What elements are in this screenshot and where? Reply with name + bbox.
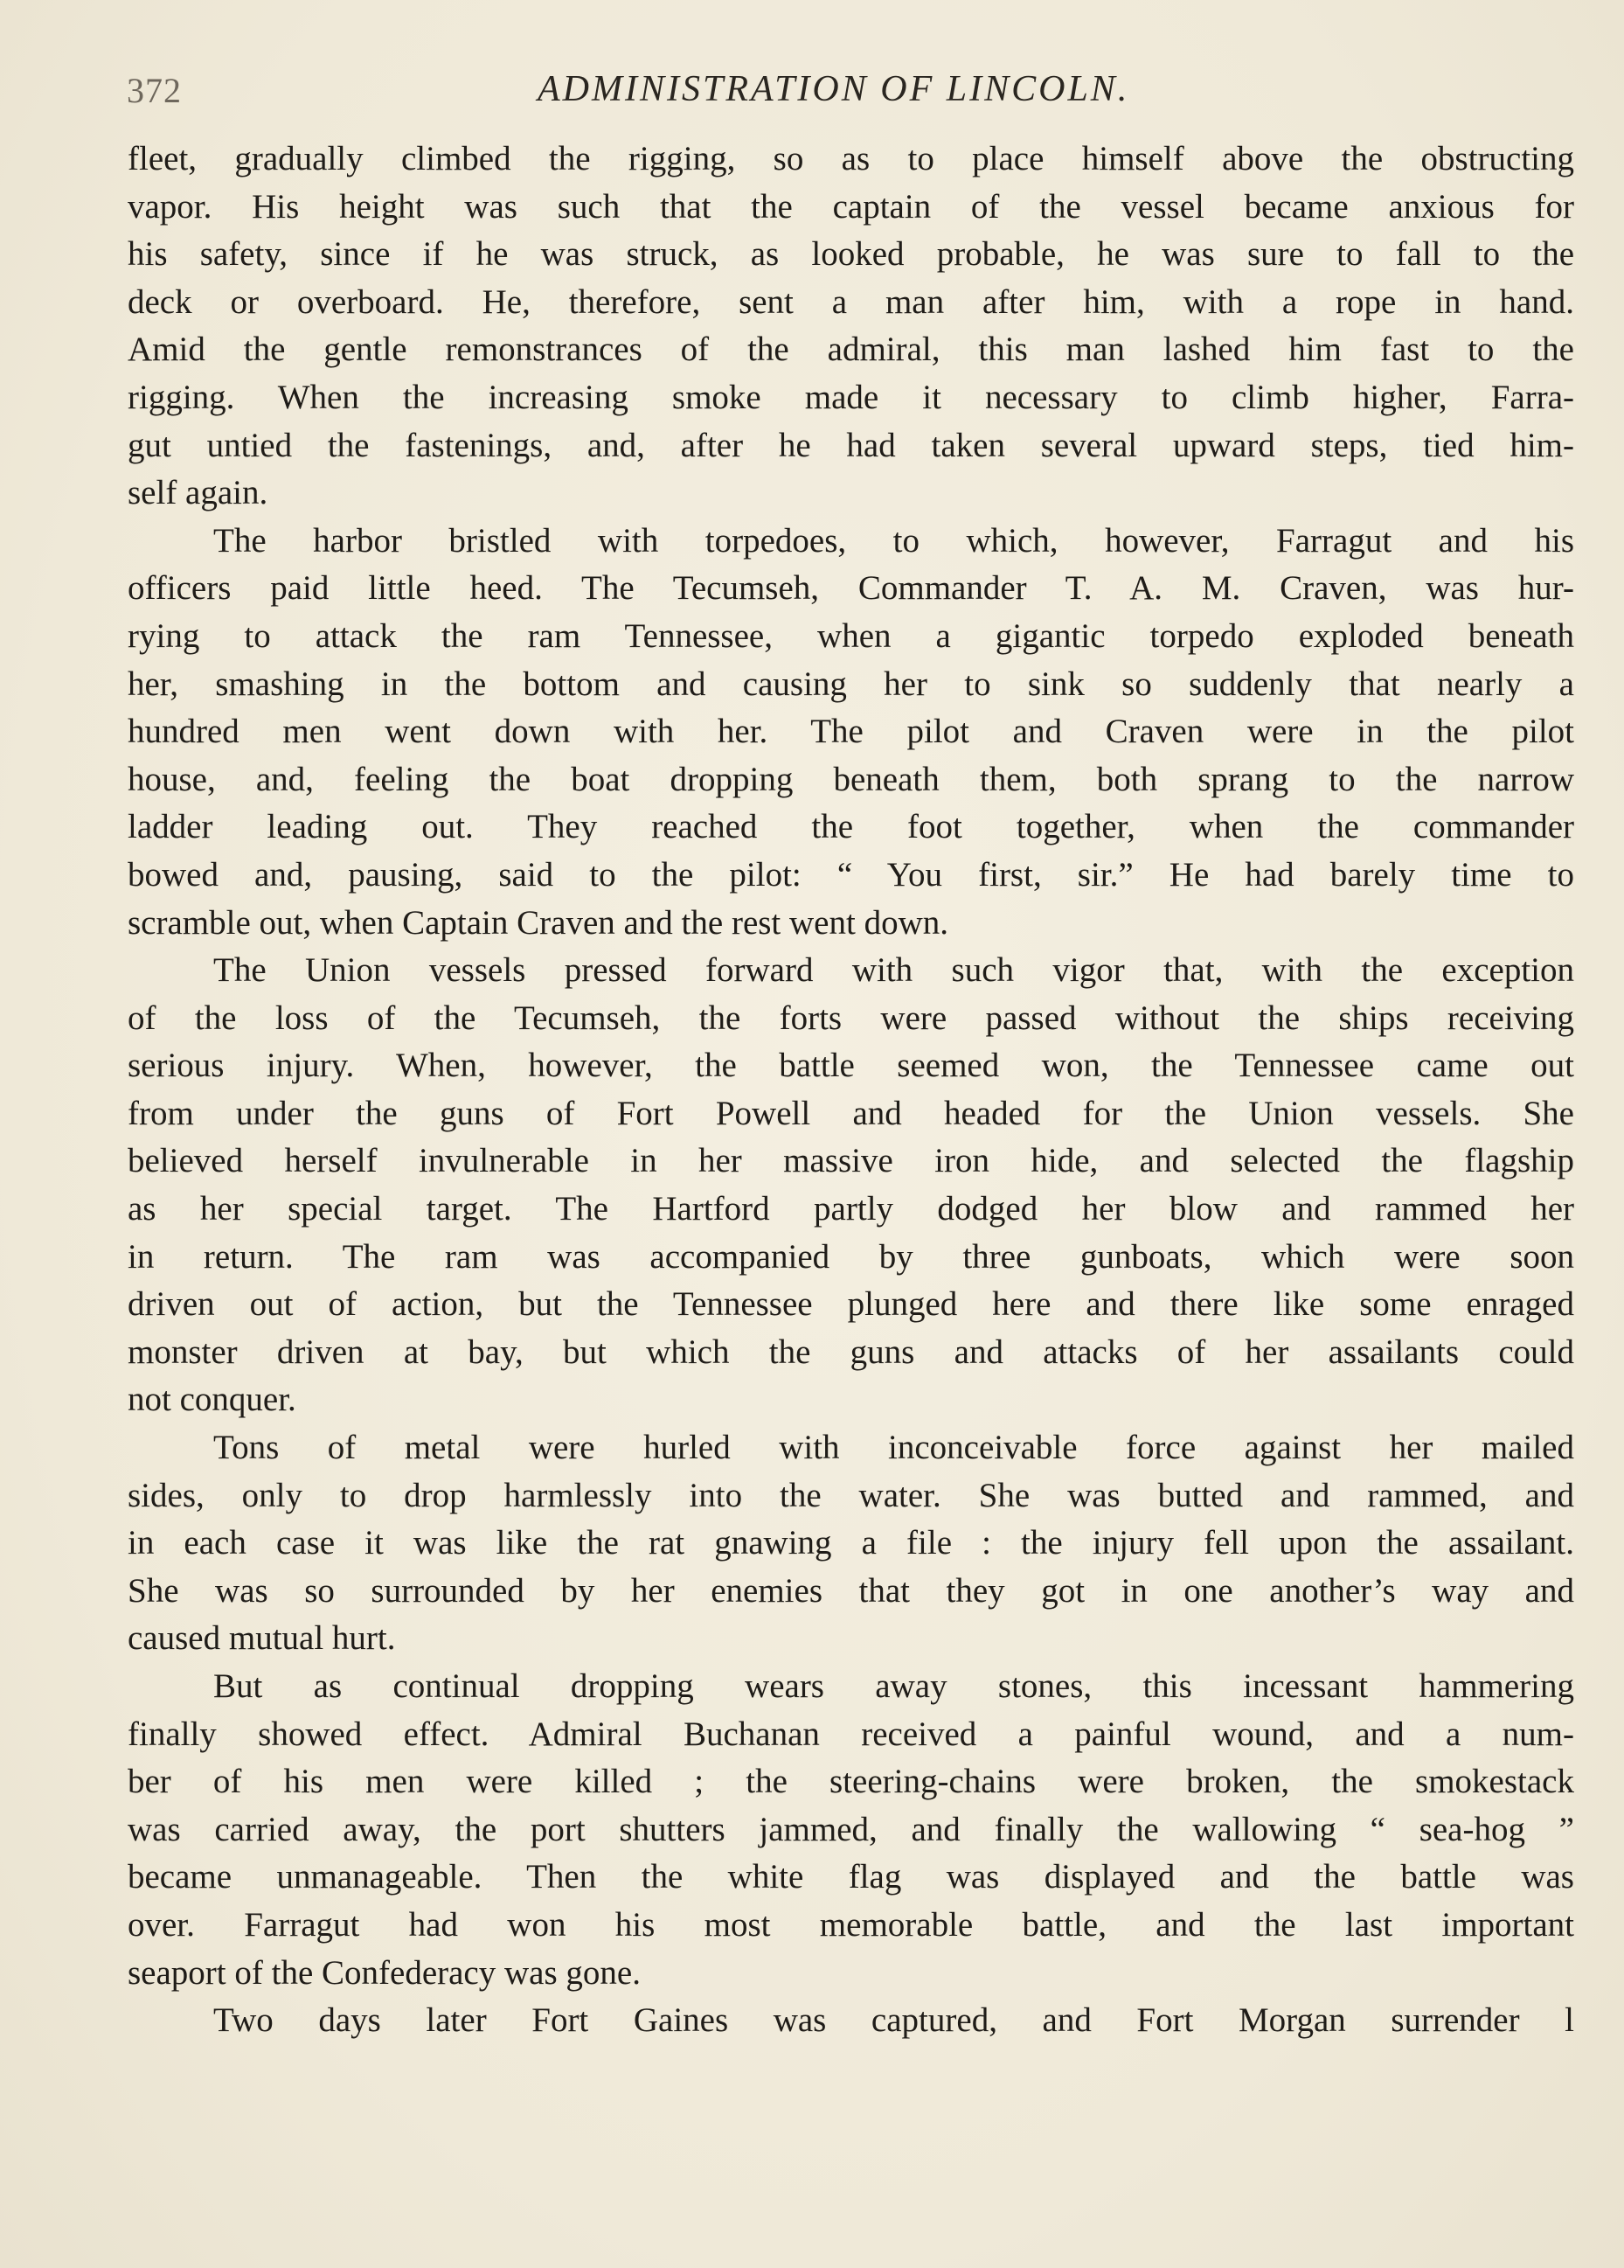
text-line: gut untied the fastenings, and, after he had taken several upward steps, tied him- bbox=[128, 426, 1574, 464]
text-line: self again. bbox=[128, 474, 268, 512]
text-line: vapor. His height was such that the captain of the vessel became anxious for bbox=[128, 187, 1574, 226]
text-line: caused mutual hurt. bbox=[128, 1619, 396, 1658]
text-line: driven out of action, but the Tennessee plunged here and there like some enraged bbox=[128, 1285, 1574, 1324]
text-line: Two days later Fort Gaines was captured, and Fort Morgan surrender l bbox=[213, 2001, 1574, 2040]
text-line: over. Farragut had won his most memorable battle, and the last important bbox=[128, 1905, 1574, 1944]
text-line: of the loss of the Tecumseh, the forts were passed without the ships receiving bbox=[128, 998, 1574, 1037]
page-number: 372 bbox=[127, 71, 182, 110]
text-line: But as continual dropping wears away stones, this incessant hammering bbox=[213, 1667, 1574, 1705]
text-line: seaport of the Confederacy was gone. bbox=[128, 1953, 641, 1992]
text-line: his safety, since if he was struck, as looked probable, he was sure to fall to the bbox=[128, 235, 1574, 274]
text-line: in return. The ram was accompanied by three gunboats, which were soon bbox=[128, 1237, 1574, 1276]
text-line: bowed and, pausing, said to the pilot: “ You first, sir.” He had barely time to bbox=[128, 855, 1574, 894]
text-line: in each case it was like the rat gnawing a file : the injury fell upon the assailant. bbox=[128, 1524, 1574, 1562]
text-line: She was so surrounded by her enemies that they got in one another’s way and bbox=[128, 1571, 1574, 1610]
text-line: from under the guns of Fort Powell and headed for the Union vessels. She bbox=[128, 1094, 1574, 1132]
text-line: The harbor bristled with torpedoes, to which, however, Farragut and his bbox=[213, 521, 1574, 560]
text-line: fleet, gradually climbed the rigging, so as to place himself above the obstructing bbox=[128, 140, 1574, 177]
text-line: rigging. When the increasing smoke made it necessary to climb higher, Farra- bbox=[128, 378, 1574, 416]
text-line: ladder leading out. They reached the foot together, when the commander bbox=[128, 808, 1574, 846]
text-line: serious injury. When, however, the battle seemed won, the Tennessee came out bbox=[128, 1047, 1574, 1085]
running-head bbox=[127, 61, 1578, 122]
running-title: ADMINISTRATION OF LINCOLN. bbox=[538, 69, 1130, 109]
text-line: not conquer. bbox=[128, 1381, 296, 1419]
text-line: officers paid little heed. The Tecumseh, Commander T. A. M. Craven, was hur- bbox=[128, 569, 1574, 608]
text-line: monster driven at bay, but which the guns and attacks of her assailants could bbox=[128, 1332, 1574, 1371]
text-line: hundred men went down with her. The pilot and Craven were in the pilot bbox=[128, 713, 1574, 751]
body-text bbox=[128, 136, 1574, 2045]
text-line: ber of his men were killed ; the steering-chains were broken, the smokestack bbox=[128, 1763, 1574, 1801]
text-line: finally showed effect. Admiral Buchanan received a painful wound, and a num- bbox=[128, 1715, 1574, 1753]
text-line: Tons of metal were hurled with inconceivable force against her mailed bbox=[213, 1429, 1574, 1467]
text-line: believed herself invulnerable in her massive iron hide, and selected the flagship bbox=[128, 1142, 1574, 1180]
text-line: rying to attack the ram Tennessee, when a gigantic torpedo exploded beneath bbox=[128, 616, 1574, 655]
text-line: Amid the gentle remonstrances of the admiral, this man lashed him fast to the bbox=[128, 330, 1574, 369]
text-line: house, and, feeling the boat dropping beneath them, both sprang to the narrow bbox=[128, 760, 1574, 798]
text-line: as her special target. The Hartford partly dodged her blow and rammed her bbox=[128, 1190, 1574, 1228]
text-line: her, smashing in the bottom and causing her to sink so suddenly that nearly a bbox=[128, 664, 1574, 703]
text-line: deck or overboard. He, therefore, sent a man after him, with a rope in hand. bbox=[128, 282, 1574, 321]
text-line: sides, only to drop harmlessly into the water. She was butted and rammed, and bbox=[128, 1476, 1574, 1514]
text-line: became unmanageable. Then the white flag was displayed and the battle was bbox=[128, 1858, 1574, 1896]
text-line: scramble out, when Captain Craven and the rest went down. bbox=[128, 903, 948, 942]
text-line: The Union vessels pressed forward with such vigor that, with the exception bbox=[213, 951, 1574, 990]
text-line: was carried away, the port shutters jammed, and finally the wallowing “ sea-hog ” bbox=[128, 1810, 1574, 1848]
